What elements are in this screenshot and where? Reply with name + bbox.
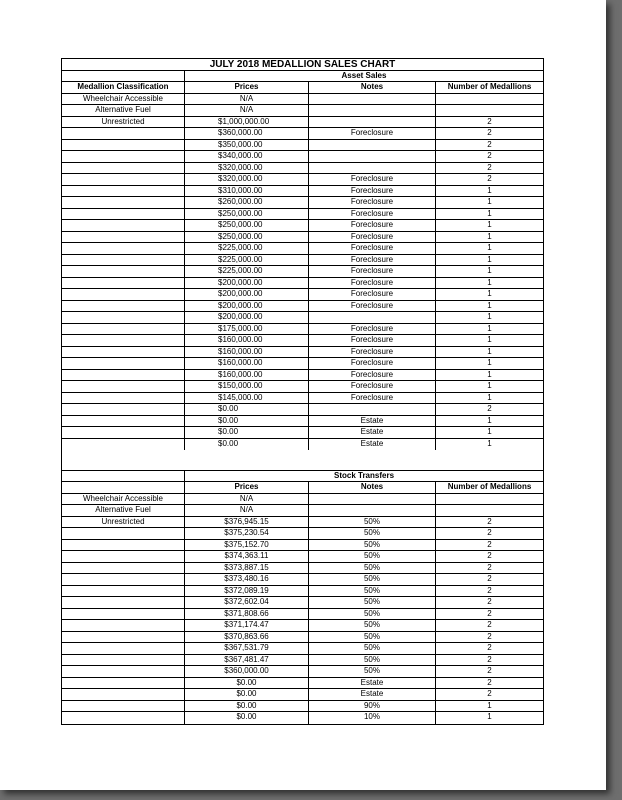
classification-cell [62, 151, 185, 162]
table-row [62, 505, 543, 517]
price-cell: $175,000.00 [185, 324, 309, 335]
classification-cell [62, 563, 185, 574]
notes-cell: Foreclosure [309, 197, 436, 208]
table-row [62, 255, 543, 267]
count-cell: 1 [487, 700, 492, 710]
price-cell: $374,363.11 [185, 551, 309, 562]
price-cell: $1,000,000.00 [185, 117, 309, 128]
count-cell: 2 [487, 528, 492, 537]
table-row [62, 540, 543, 552]
notes-cell: Estate [309, 416, 436, 427]
notes-cell: Foreclosure [309, 186, 436, 197]
price-cell: $320,000.00 [185, 174, 309, 185]
classification-cell [62, 655, 185, 666]
classification-cell [62, 643, 185, 654]
notes-cell: Estate [309, 439, 436, 451]
price-cell: $0.00 [185, 678, 309, 689]
classification-cell [62, 609, 185, 620]
stock-transfers-section-header [62, 471, 543, 482]
classification-cell [62, 266, 185, 277]
table-row [62, 517, 543, 529]
stock-transfers-title: Stock Transfers [333, 471, 395, 480]
notes-cell: 50% [309, 655, 436, 666]
price-cell: $160,000.00 [185, 335, 309, 346]
notes-cell: 50% [309, 586, 436, 597]
table-row [62, 393, 543, 405]
table-row [62, 597, 543, 609]
header-notes: Notes [309, 482, 436, 493]
price-cell: $250,000.00 [185, 232, 309, 243]
count-cell: 1 [487, 243, 492, 252]
count-cell: 2 [487, 689, 492, 698]
classification-cell [62, 597, 185, 608]
classification-cell [62, 197, 185, 208]
notes-cell [309, 404, 436, 415]
count-cell [436, 494, 543, 505]
notes-cell [309, 117, 436, 128]
table-row [62, 140, 543, 152]
medallion-sales-table [61, 58, 544, 725]
notes-cell [309, 494, 436, 505]
price-cell: $367,481.47 [185, 655, 309, 666]
header-prices: Prices [185, 82, 309, 93]
price-cell: $0.00 [185, 689, 309, 700]
classification-cell [62, 678, 185, 689]
notes-cell: Foreclosure [309, 266, 436, 277]
classification-cell [62, 301, 185, 312]
count-cell: 1 [487, 208, 492, 218]
count-cell: 2 [487, 677, 492, 687]
classification-cell [62, 427, 185, 438]
chart-title: JULY 2018 MEDALLION SALES CHART [62, 59, 543, 71]
count-cell: 2 [487, 620, 492, 629]
classification-cell [62, 540, 185, 551]
table-row [62, 220, 543, 232]
price-cell: $372,602.04 [185, 597, 309, 608]
notes-cell: Foreclosure [309, 289, 436, 300]
count-cell: 1 [487, 335, 492, 344]
classification-cell [62, 174, 185, 185]
notes-cell: 90% [309, 701, 436, 712]
notes-cell: Foreclosure [309, 232, 436, 243]
table-row [62, 655, 543, 667]
notes-cell: 50% [309, 632, 436, 643]
count-cell: 1 [487, 185, 492, 195]
classification-cell [62, 712, 185, 724]
price-cell: $160,000.00 [185, 370, 309, 381]
classification-cell [62, 186, 185, 197]
price-cell: $250,000.00 [185, 209, 309, 220]
header-prices: Prices [185, 482, 309, 493]
notes-cell: Foreclosure [309, 255, 436, 266]
price-cell: $150,000.00 [185, 381, 309, 392]
table-row [62, 404, 543, 416]
price-cell: $373,480.16 [185, 574, 309, 585]
notes-cell: 10% [309, 712, 436, 724]
price-cell: $375,152.70 [185, 540, 309, 551]
table-row [62, 163, 543, 175]
notes-cell [309, 505, 436, 516]
price-cell: $200,000.00 [185, 301, 309, 312]
notes-cell: 50% [309, 620, 436, 631]
price-cell: $200,000.00 [185, 278, 309, 289]
classification-cell [62, 347, 185, 358]
count-cell: 2 [487, 404, 492, 413]
asset-sales-title: Asset Sales [341, 71, 387, 80]
header-classification [62, 482, 185, 493]
count-cell: 2 [487, 631, 492, 641]
table-row [62, 701, 543, 713]
count-cell: 2 [487, 608, 492, 618]
table-row [62, 643, 543, 655]
notes-cell: 50% [309, 551, 436, 562]
header-count: Number of Medallions [447, 82, 532, 91]
notes-cell: Foreclosure [309, 301, 436, 312]
notes-cell: Foreclosure [309, 243, 436, 254]
price-cell: N/A [185, 94, 309, 105]
notes-cell [309, 312, 436, 323]
classification-cell: Wheelchair Accessible [62, 94, 185, 105]
notes-cell: Foreclosure [309, 381, 436, 392]
count-cell: 1 [487, 381, 492, 390]
classification-cell [62, 574, 185, 585]
count-cell: 1 [487, 220, 492, 229]
price-cell: $370,863.66 [185, 632, 309, 643]
classification-cell [62, 358, 185, 369]
notes-cell: 50% [309, 517, 436, 528]
table-row [62, 712, 543, 724]
count-cell: 1 [487, 197, 492, 206]
table-row [62, 574, 543, 586]
count-cell: 1 [487, 312, 492, 321]
notes-cell: Foreclosure [309, 278, 436, 289]
count-cell: 2 [487, 539, 492, 549]
table-row [62, 312, 543, 324]
table-row [62, 439, 543, 451]
count-cell: 2 [487, 551, 492, 560]
classification-cell [62, 232, 185, 243]
table-row [62, 678, 543, 690]
notes-cell: Foreclosure [309, 347, 436, 358]
classification-cell [62, 586, 185, 597]
classification-cell: Unrestricted [62, 517, 185, 528]
count-cell: 1 [487, 300, 492, 310]
table-row [62, 335, 543, 347]
price-cell: $0.00 [185, 427, 309, 438]
section-spacer [62, 471, 185, 481]
table-row [62, 609, 543, 621]
price-cell: $225,000.00 [185, 255, 309, 266]
count-cell: 1 [487, 438, 492, 448]
asset-sales-header-row [62, 82, 543, 94]
table-row [62, 266, 543, 278]
count-cell: 2 [487, 585, 492, 595]
classification-cell [62, 163, 185, 174]
table-row [62, 620, 543, 632]
table-row [62, 197, 543, 209]
table-row [62, 632, 543, 644]
table-row [62, 381, 543, 393]
price-cell: $371,808.66 [185, 609, 309, 620]
classification-cell [62, 620, 185, 631]
price-cell: N/A [185, 105, 309, 116]
count-cell: 2 [487, 654, 492, 664]
count-cell: 2 [487, 151, 492, 160]
table-row [62, 347, 543, 359]
classification-cell: Alternative Fuel [62, 105, 185, 116]
table-row [62, 289, 543, 301]
classification-cell [62, 278, 185, 289]
count-cell [436, 94, 543, 105]
price-cell: $310,000.00 [185, 186, 309, 197]
notes-cell: 50% [309, 528, 436, 539]
price-cell: $372,089.19 [185, 586, 309, 597]
table-row [62, 243, 543, 255]
price-cell: N/A [185, 505, 309, 516]
price-cell: $0.00 [185, 701, 309, 712]
header-classification: Medallion Classification [62, 82, 185, 93]
count-cell: 1 [487, 266, 492, 275]
price-cell: $367,531.79 [185, 643, 309, 654]
notes-cell [309, 94, 436, 105]
table-row [62, 209, 543, 221]
classification-cell [62, 381, 185, 392]
notes-cell: Foreclosure [309, 335, 436, 346]
classification-cell: Alternative Fuel [62, 505, 185, 516]
price-cell: $0.00 [185, 416, 309, 427]
price-cell: $376,945.15 [185, 517, 309, 528]
stock-transfers-header-row [62, 482, 543, 494]
notes-cell: 50% [309, 597, 436, 608]
table-row [62, 186, 543, 198]
table-row [62, 174, 543, 186]
price-cell: $360,000.00 [185, 128, 309, 139]
count-cell: 2 [487, 516, 492, 526]
price-cell: $200,000.00 [185, 289, 309, 300]
price-cell: $0.00 [185, 404, 309, 415]
classification-cell [62, 551, 185, 562]
price-cell: $0.00 [185, 712, 309, 724]
count-cell: 1 [487, 392, 492, 402]
classification-cell [62, 439, 185, 451]
price-cell: $375,230.54 [185, 528, 309, 539]
count-cell: 1 [487, 369, 492, 379]
classification-cell [62, 255, 185, 266]
count-cell: 1 [487, 289, 492, 298]
notes-cell: 50% [309, 540, 436, 551]
classification-cell [62, 689, 185, 700]
notes-cell: 50% [309, 666, 436, 677]
header-count: Number of Medallions [447, 482, 532, 491]
table-row [62, 416, 543, 428]
notes-cell: Foreclosure [309, 128, 436, 139]
notes-cell: Foreclosure [309, 209, 436, 220]
notes-cell [309, 151, 436, 162]
count-cell: 2 [487, 597, 492, 606]
count-cell: 1 [487, 254, 492, 264]
price-cell: $145,000.00 [185, 393, 309, 404]
classification-cell [62, 335, 185, 346]
classification-cell [62, 128, 185, 139]
price-cell: $340,000.00 [185, 151, 309, 162]
table-row [62, 105, 543, 117]
table-row [62, 528, 543, 540]
notes-cell: Estate [309, 678, 436, 689]
notes-cell: 50% [309, 574, 436, 585]
table-row [62, 427, 543, 439]
table-row [62, 563, 543, 575]
classification-cell [62, 220, 185, 231]
count-cell: 1 [487, 358, 492, 367]
notes-cell: Estate [309, 427, 436, 438]
table-row [62, 586, 543, 598]
count-cell: 2 [487, 139, 492, 149]
classification-cell: Unrestricted [62, 117, 185, 128]
price-cell: $371,174.47 [185, 620, 309, 631]
table-row [62, 358, 543, 370]
table-row [62, 117, 543, 129]
classification-cell [62, 666, 185, 677]
price-cell: N/A [185, 494, 309, 505]
notes-cell: 50% [309, 643, 436, 654]
price-cell: $200,000.00 [185, 312, 309, 323]
classification-cell [62, 140, 185, 151]
price-cell: $360,000.00 [185, 666, 309, 677]
notes-cell: 50% [309, 609, 436, 620]
classification-cell [62, 701, 185, 712]
notes-cell [309, 140, 436, 151]
price-cell: $0.00 [185, 439, 309, 451]
notes-cell: Foreclosure [309, 220, 436, 231]
price-cell: $320,000.00 [185, 163, 309, 174]
price-cell: $260,000.00 [185, 197, 309, 208]
classification-cell [62, 289, 185, 300]
count-cell: 1 [487, 712, 492, 721]
count-cell: 1 [487, 277, 492, 287]
price-cell: $225,000.00 [185, 243, 309, 254]
price-cell: $160,000.00 [185, 358, 309, 369]
notes-cell: Foreclosure [309, 370, 436, 381]
table-row [62, 324, 543, 336]
classification-cell [62, 416, 185, 427]
classification-cell: Wheelchair Accessible [62, 494, 185, 505]
count-cell [436, 105, 543, 116]
table-row [62, 666, 543, 678]
notes-cell: 50% [309, 563, 436, 574]
count-cell: 2 [487, 174, 492, 183]
count-cell: 1 [487, 427, 492, 436]
count-cell: 1 [487, 323, 492, 333]
classification-cell [62, 324, 185, 335]
table-row [62, 232, 543, 244]
count-cell: 2 [487, 116, 492, 126]
table-row [62, 494, 543, 506]
count-cell [436, 505, 543, 516]
price-cell: $373,887.15 [185, 563, 309, 574]
count-cell: 2 [487, 643, 492, 652]
stock-transfers-rows [62, 494, 543, 724]
notes-cell: Foreclosure [309, 174, 436, 185]
section-gap [62, 450, 543, 471]
count-cell: 2 [487, 574, 492, 583]
notes-cell: Estate [309, 689, 436, 700]
count-cell: 2 [487, 128, 492, 137]
table-row [62, 278, 543, 290]
notes-cell: Foreclosure [309, 358, 436, 369]
classification-cell [62, 370, 185, 381]
count-cell: 2 [487, 162, 492, 172]
table-row [62, 551, 543, 563]
price-cell: $350,000.00 [185, 140, 309, 151]
notes-cell [309, 163, 436, 174]
notes-cell: Foreclosure [309, 324, 436, 335]
price-cell: $160,000.00 [185, 347, 309, 358]
table-row [62, 370, 543, 382]
classification-cell [62, 312, 185, 323]
classification-cell [62, 404, 185, 415]
notes-cell [309, 105, 436, 116]
count-cell: 1 [487, 415, 492, 425]
classification-cell [62, 209, 185, 220]
price-cell: $225,000.00 [185, 266, 309, 277]
price-cell: $250,000.00 [185, 220, 309, 231]
table-row [62, 151, 543, 163]
header-notes: Notes [309, 82, 436, 93]
table-row [62, 301, 543, 313]
table-row [62, 128, 543, 140]
asset-sales-section-header [62, 71, 543, 82]
classification-cell [62, 243, 185, 254]
count-cell: 2 [487, 562, 492, 572]
section-spacer [62, 71, 185, 81]
classification-cell [62, 528, 185, 539]
count-cell: 1 [487, 231, 492, 241]
count-cell: 1 [487, 346, 492, 356]
classification-cell [62, 393, 185, 404]
classification-cell [62, 632, 185, 643]
asset-sales-rows [62, 94, 543, 451]
count-cell: 2 [487, 666, 492, 675]
notes-cell: Foreclosure [309, 393, 436, 404]
table-row [62, 689, 543, 701]
table-row [62, 94, 543, 106]
